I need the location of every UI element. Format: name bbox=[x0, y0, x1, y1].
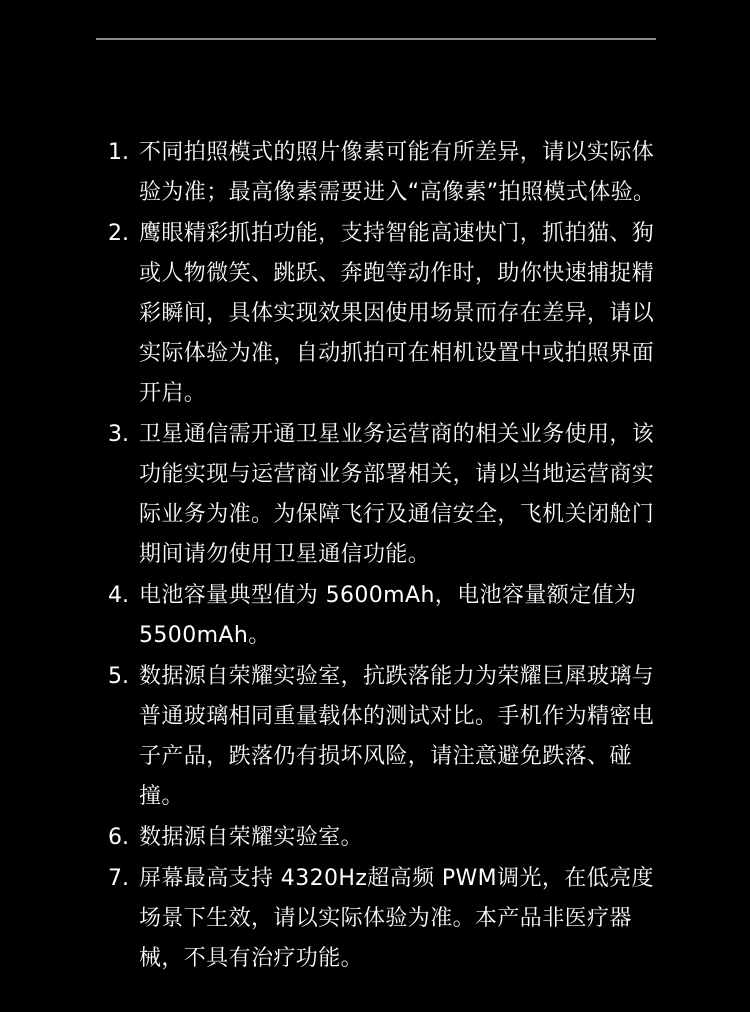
footnote-list bbox=[108, 133, 668, 980]
footnote-item-5 bbox=[108, 657, 668, 817]
footnote-item-3 bbox=[108, 415, 668, 575]
footnote-number: 2. bbox=[108, 221, 129, 246]
footnote-number: 1. bbox=[108, 140, 129, 165]
footnote-text: 不同拍照模式的照片像素可能有所差异，请以实际体验为准；最高像素需要进入“高像素”拍照模式体验。 bbox=[139, 140, 656, 205]
footnote-text: 卫星通信需开通卫星业务运营商的相关业务使用，该功能实现与运营商业务部署相关，请以当地运营商实际业务为准。为保障飞行及通信安全，飞机关闭舱门期间请勿使用卫星通信功能。 bbox=[139, 422, 655, 567]
top-divider bbox=[96, 38, 656, 40]
footnote-item-1 bbox=[108, 133, 668, 213]
footnote-text: 鹰眼精彩抓拍功能，支持智能高速快门，抓拍猫、狗或人物微笑、跳跃、奔跑等动作时，助你快速捕捉精彩瞬间，具体实现效果因使用场景而存在差异，请以实际体验为准，自动抓拍可在相机设置中或拍照界面开启。 bbox=[139, 221, 655, 406]
footnote-item-7 bbox=[108, 859, 668, 979]
footnote-text: 数据源自荣耀实验室。 bbox=[139, 825, 364, 850]
footnote-number: 4. bbox=[108, 583, 129, 608]
footnote-item-4 bbox=[108, 576, 668, 656]
footnote-number: 6. bbox=[108, 825, 129, 850]
footnote-text: 数据源自荣耀实验室，抗跌落能力为荣耀巨犀玻璃与普通玻璃相同重量载体的测试对比。手机作为精密电子产品，跌落仍有损坏风险，请注意避免跌落、碰撞。 bbox=[139, 664, 655, 809]
footnote-number: 7. bbox=[108, 866, 129, 891]
footnote-item-6 bbox=[108, 818, 668, 858]
footnote-number: 5. bbox=[108, 664, 129, 689]
footnote-text: 电池容量典型值为 5600mAh，电池容量额定值为5500mAh。 bbox=[139, 583, 637, 648]
footnote-item-2 bbox=[108, 214, 668, 414]
footnote-number: 3. bbox=[108, 422, 129, 447]
footnote-text: 屏幕最高支持 4320Hz超高频 PWM调光，在低亮度场景下生效，请以实际体验为准。本产品非医疗器械，不具有治疗功能。 bbox=[139, 866, 654, 971]
